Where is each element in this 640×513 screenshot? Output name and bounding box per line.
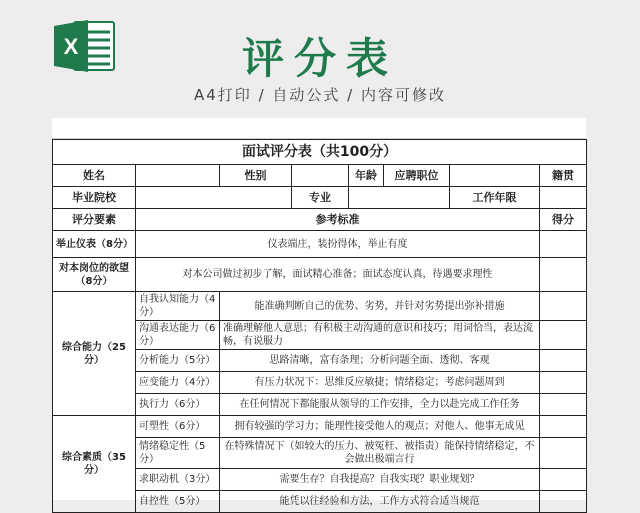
ability-item-desc: 有压力状况下：思维反应敏捷；情绪稳定；考虑问题周到 bbox=[220, 372, 540, 394]
ability-item-name: 应变能力（4分） bbox=[136, 372, 220, 394]
criteria-header: 评分要素 bbox=[53, 209, 136, 231]
ability-item-desc: 能准确判断自己的优势、劣势，并针对劣势提出弥补措施 bbox=[220, 292, 540, 321]
quality-item-desc: 在特殊情况下（如较大的压力、被冤枉、被指责）能保持情绪稳定，不会做出极端言行 bbox=[220, 438, 540, 469]
score-cell[interactable] bbox=[540, 491, 587, 513]
score-cell[interactable] bbox=[540, 394, 587, 416]
quality-label: 综合素质（35分） bbox=[53, 416, 136, 513]
table-row bbox=[53, 258, 587, 292]
svg-text:X: X bbox=[63, 34, 79, 59]
page-subtitle: A4打印 / 自动公式 / 内容可修改 bbox=[194, 86, 446, 104]
origin-label: 籍贯 bbox=[540, 165, 587, 187]
gender-value[interactable] bbox=[292, 165, 349, 187]
score-cell[interactable] bbox=[540, 416, 587, 438]
table-caption: 面试评分表（共100分） bbox=[53, 140, 587, 165]
table-row bbox=[53, 292, 587, 321]
table-row bbox=[53, 165, 587, 187]
age-label: 年龄 bbox=[349, 165, 384, 187]
score-cell[interactable] bbox=[540, 350, 587, 372]
score-cell[interactable] bbox=[540, 292, 587, 321]
quality-item-desc: 能凭以往经验和方法，工作方式符合适当规范 bbox=[220, 491, 540, 513]
desire-label: 对本岗位的欲望（8分） bbox=[53, 258, 136, 292]
table-row bbox=[53, 416, 587, 438]
desire-desc: 对本公司做过初步了解，面试精心准备；面试态度认真，待遇要求理性 bbox=[136, 258, 540, 292]
quality-item-desc: 需要生存？自我提高？自我实现？职业规划？ bbox=[220, 469, 540, 491]
quality-item-desc: 拥有较强的学习力；能理性接受他人的观点；对他人、他事无成见 bbox=[220, 416, 540, 438]
school-value[interactable] bbox=[136, 187, 292, 209]
quality-item-name: 情绪稳定性（5分） bbox=[136, 438, 220, 469]
work-years-label: 工作年限 bbox=[450, 187, 540, 209]
ability-item-name: 自我认知能力（4分） bbox=[136, 292, 220, 321]
ability-item-desc: 在任何情况下都能服从领导的工作安排，全力以赴完成工作任务 bbox=[220, 394, 540, 416]
table-header-row bbox=[53, 209, 587, 231]
major-value[interactable] bbox=[349, 187, 450, 209]
score-table bbox=[52, 139, 587, 513]
quality-item-name: 求职动机（3分） bbox=[136, 469, 220, 491]
score-cell[interactable] bbox=[540, 258, 587, 292]
table-caption-row bbox=[53, 140, 587, 165]
quality-item-name: 可塑性（6分） bbox=[136, 416, 220, 438]
appearance-desc: 仪表端庄，装扮得体，举止有度 bbox=[136, 231, 540, 258]
score-sheet bbox=[52, 118, 586, 507]
position-label: 应聘职位 bbox=[384, 165, 450, 187]
score-cell[interactable] bbox=[540, 469, 587, 491]
ability-item-name: 执行力（6分） bbox=[136, 394, 220, 416]
table-row bbox=[53, 187, 587, 209]
school-label: 毕业院校 bbox=[53, 187, 136, 209]
banner bbox=[0, 0, 640, 118]
major-label: 专业 bbox=[292, 187, 349, 209]
table-row bbox=[53, 231, 587, 258]
page-title: 评分表 bbox=[241, 34, 398, 83]
name-label: 姓名 bbox=[53, 165, 136, 187]
score-cell[interactable] bbox=[540, 438, 587, 469]
position-value[interactable] bbox=[450, 165, 540, 187]
sheet-top-margin bbox=[52, 118, 586, 139]
standard-header: 参考标准 bbox=[136, 209, 540, 231]
work-years-value[interactable] bbox=[540, 187, 587, 209]
quality-item-name: 自控性（5分） bbox=[136, 491, 220, 513]
ability-item-desc: 准确理解他人意思；有积极主动沟通的意识和技巧；用词恰当，表达流畅，有说服力 bbox=[220, 321, 540, 350]
score-header: 得分 bbox=[540, 209, 587, 231]
ability-item-name: 沟通表达能力（6分） bbox=[136, 321, 220, 350]
appearance-label: 举止仪表（8分） bbox=[53, 231, 136, 258]
score-cell[interactable] bbox=[540, 321, 587, 350]
score-cell[interactable] bbox=[540, 372, 587, 394]
ability-item-desc: 思路清晰，富有条理；分析问题全面、透彻、客观 bbox=[220, 350, 540, 372]
name-value[interactable] bbox=[136, 165, 220, 187]
ability-label: 综合能力（25分） bbox=[53, 292, 136, 416]
ability-item-name: 分析能力（5分） bbox=[136, 350, 220, 372]
score-cell[interactable] bbox=[540, 231, 587, 258]
gender-label: 性别 bbox=[220, 165, 292, 187]
